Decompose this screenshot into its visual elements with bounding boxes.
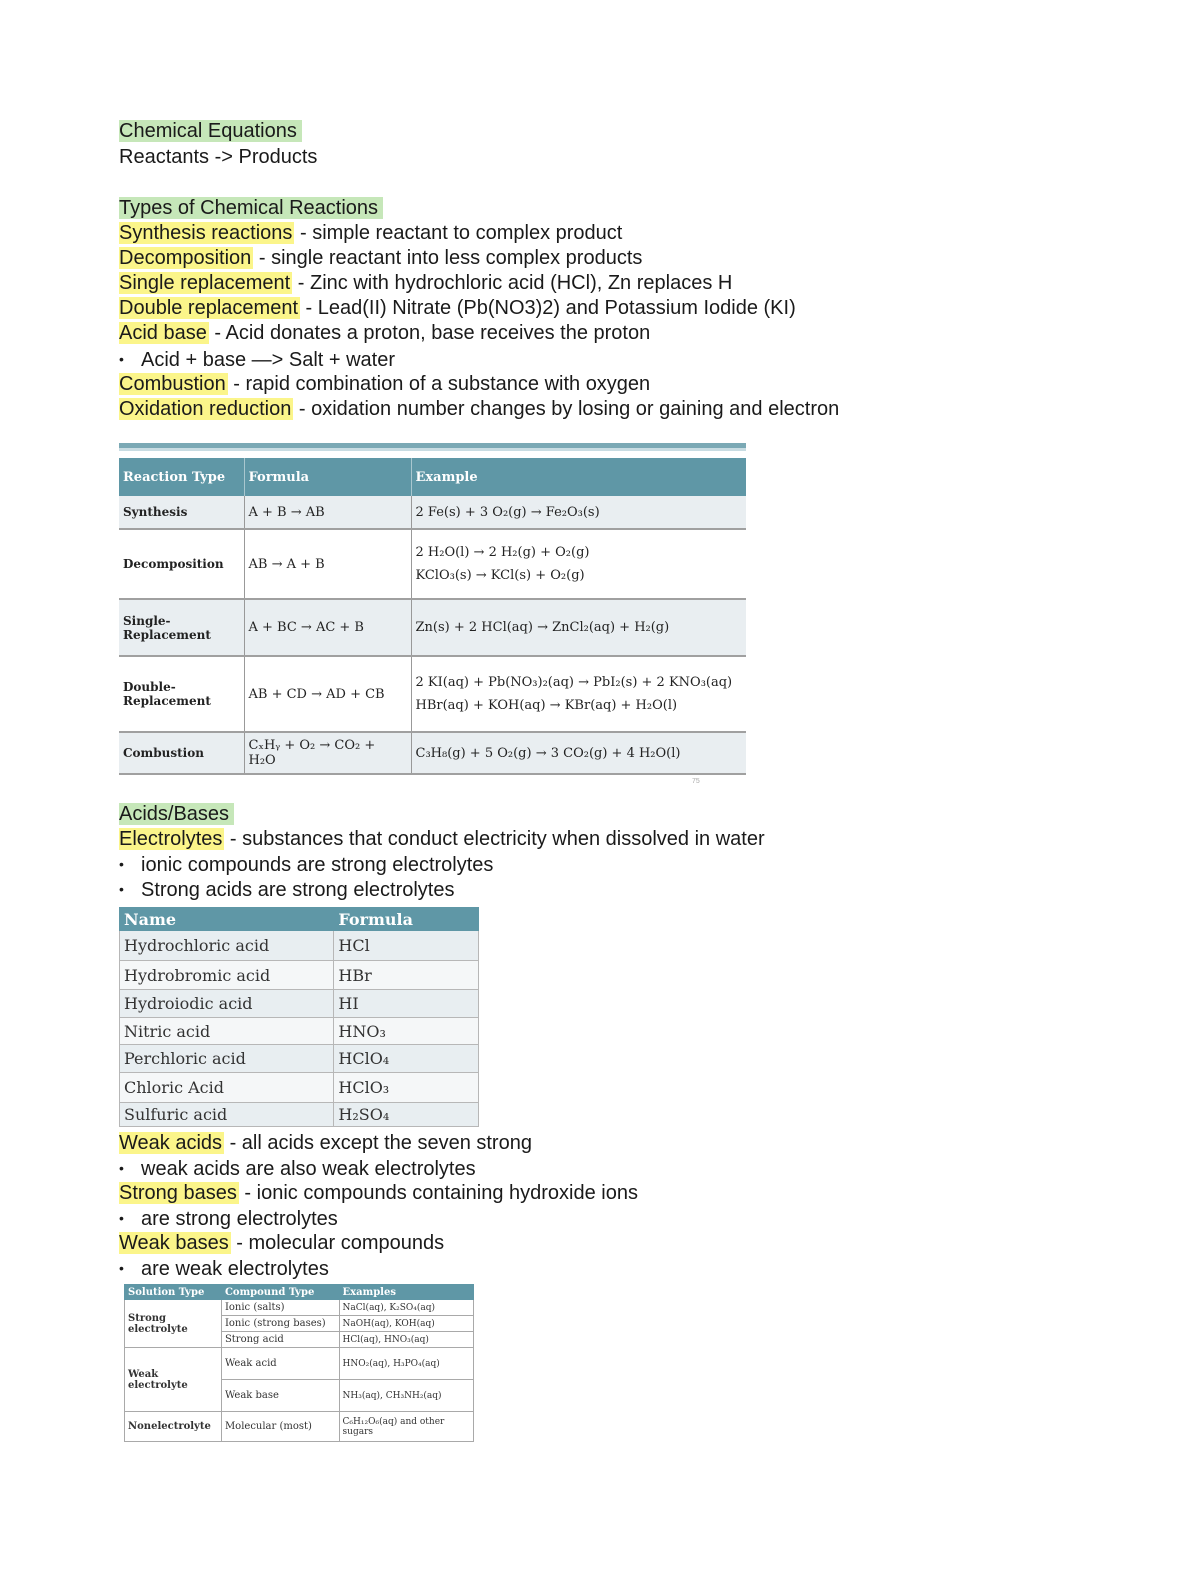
bullet-item: • are weak electrolytes: [119, 1258, 329, 1280]
cell-compound-type: Strong acid: [221, 1332, 339, 1348]
strong-bases-item: Strong bases - ionic compounds containing hydroxide ions: [119, 1182, 638, 1204]
reaction-types-table: [119, 458, 746, 775]
table-row: [125, 1348, 474, 1380]
table-header: Name: [120, 908, 334, 931]
cell-examples: HNO₂(aq), H₃PO₄(aq): [339, 1348, 473, 1380]
cell-examples: HCl(aq), HNO₃(aq): [339, 1332, 473, 1348]
cell-solution-type: Strong electrolyte: [125, 1300, 222, 1348]
bullet-item: • Acid + base —> Salt + water: [119, 349, 396, 371]
table-row: [125, 1412, 474, 1442]
table-header: Formula: [244, 458, 411, 496]
heading-acids-bases: Acids/Bases: [119, 802, 234, 827]
cell-name: Perchloric acid: [120, 1045, 334, 1073]
cell-compound-type: Ionic (strong bases): [221, 1316, 339, 1332]
table-row: [120, 990, 479, 1018]
cell-name: Nitric acid: [120, 1018, 334, 1045]
table-header-row: [120, 908, 479, 931]
reaction-item: Acid base - Acid donates a proton, base receives the proton: [119, 322, 651, 344]
table-row: [120, 961, 479, 990]
table-header-row: [125, 1285, 474, 1300]
table-row: [119, 529, 746, 599]
cell-name: Sulfuric acid: [120, 1103, 334, 1127]
reaction-item: Oxidation reduction - oxidation number changes by losing or gaining and electron: [119, 398, 840, 420]
table-header: Reaction Type: [119, 458, 244, 496]
cell-examples: NaCl(aq), K₂SO₄(aq): [339, 1300, 473, 1316]
weak-acids-item: Weak acids - all acids except the seven strong: [119, 1132, 532, 1154]
bullet-item: • weak acids are also weak electrolytes: [119, 1158, 476, 1180]
table-row: [119, 599, 746, 656]
cell-solution-type: Nonelectrolyte: [125, 1412, 222, 1442]
reaction-item: Synthesis reactions - simple reactant to complex product: [119, 222, 623, 244]
table-header: Formula: [334, 908, 479, 931]
cell-formula: HNO₃: [334, 1018, 479, 1045]
text-line: Reactants -> Products: [119, 146, 318, 168]
table-header: Solution Type: [125, 1285, 222, 1300]
cell-example: 2 KI(aq) + Pb(NO₃)₂(aq) → PbI₂(s) + 2 KNO₃(aq) HBr(aq) + KOH(aq) → KBr(aq) + H₂O(l): [411, 656, 746, 732]
heading-types-of-reactions: Types of Chemical Reactions: [119, 196, 383, 221]
table-header: Example: [411, 458, 746, 496]
bullet-icon: •: [119, 1260, 124, 1276]
cell-type: Decomposition: [119, 529, 244, 599]
bullet-icon: •: [119, 856, 124, 872]
cell-example: 2 H₂O(l) → 2 H₂(g) + O₂(g) KClO₃(s) → KCl(s) + O₂(g): [411, 529, 746, 599]
bullet-icon: •: [119, 351, 124, 367]
cell-name: Chloric Acid: [120, 1073, 334, 1103]
table-footnote: 75: [692, 778, 700, 785]
cell-type: Single- Replacement: [119, 599, 244, 656]
cell-example: C₃H₈(g) + 5 O₂(g) → 3 CO₂(g) + 4 H₂O(l): [411, 732, 746, 774]
cell-compound-type: Weak acid: [221, 1348, 339, 1380]
cell-type: Double- Replacement: [119, 656, 244, 732]
electrolyte-table: [124, 1284, 474, 1442]
bullet-item: • ionic compounds are strong electrolytes: [119, 854, 494, 876]
cell-formula: AB → A + B: [244, 529, 411, 599]
table-header-row: [119, 458, 746, 496]
weak-bases-item: Weak bases - molecular compounds: [119, 1232, 445, 1254]
cell-name: Hydrochloric acid: [120, 931, 334, 961]
table-row: [120, 1103, 479, 1127]
table-row: [119, 656, 746, 732]
cell-formula: H₂SO₄: [334, 1103, 479, 1127]
table-top-bar: [119, 443, 746, 451]
cell-formula: HI: [334, 990, 479, 1018]
cell-compound-type: Ionic (salts): [221, 1300, 339, 1316]
cell-name: Hydrobromic acid: [120, 961, 334, 990]
reaction-item: Double replacement - Lead(II) Nitrate (Pb(NO3)2) and Potassium Iodide (KI): [119, 297, 796, 319]
table-header: Examples: [339, 1285, 473, 1300]
table-row: [119, 496, 746, 529]
electrolytes-item: Electrolytes - substances that conduct electricity when dissolved in water: [119, 828, 765, 850]
table-row: [120, 931, 479, 961]
reaction-item: Combustion - rapid combination of a substance with oxygen: [119, 373, 651, 395]
table-header: Compound Type: [221, 1285, 339, 1300]
cell-formula: HCl: [334, 931, 479, 961]
cell-formula: A + BC → AC + B: [244, 599, 411, 656]
reaction-item: Decomposition - single reactant into less complex products: [119, 247, 643, 269]
cell-compound-type: Molecular (most): [221, 1412, 339, 1442]
bullet-icon: •: [119, 1210, 124, 1226]
cell-formula: AB + CD → AD + CB: [244, 656, 411, 732]
bullet-icon: •: [119, 1160, 124, 1176]
cell-formula: CₓHᵧ + O₂ → CO₂ + H₂O: [244, 732, 411, 774]
cell-formula: HClO₃: [334, 1073, 479, 1103]
cell-solution-type: Weak electrolyte: [125, 1348, 222, 1412]
cell-examples: NaOH(aq), KOH(aq): [339, 1316, 473, 1332]
cell-type: Synthesis: [119, 496, 244, 529]
cell-example: 2 Fe(s) + 3 O₂(g) → Fe₂O₃(s): [411, 496, 746, 529]
cell-type: Combustion: [119, 732, 244, 774]
cell-formula: HBr: [334, 961, 479, 990]
cell-examples: C₆H₁₂O₆(aq) and other sugars: [339, 1412, 473, 1442]
reaction-item: Single replacement - Zinc with hydrochloric acid (HCl), Zn replaces H: [119, 272, 733, 294]
cell-formula: HClO₄: [334, 1045, 479, 1073]
table-row: [120, 1073, 479, 1103]
table-row: [120, 1045, 479, 1073]
cell-examples: NH₃(aq), CH₃NH₂(aq): [339, 1380, 473, 1412]
bullet-item: • are strong electrolytes: [119, 1208, 338, 1230]
bullet-icon: •: [119, 881, 124, 897]
strong-acids-table: [119, 907, 479, 1127]
cell-formula: A + B → AB: [244, 496, 411, 529]
cell-example: Zn(s) + 2 HCl(aq) → ZnCl₂(aq) + H₂(g): [411, 599, 746, 656]
bullet-item: • Strong acids are strong electrolytes: [119, 879, 455, 901]
table-row: [119, 732, 746, 774]
table-row: [120, 1018, 479, 1045]
heading-chemical-equations: Chemical Equations: [119, 119, 302, 144]
cell-compound-type: Weak base: [221, 1380, 339, 1412]
table-row: [125, 1300, 474, 1316]
cell-name: Hydroiodic acid: [120, 990, 334, 1018]
